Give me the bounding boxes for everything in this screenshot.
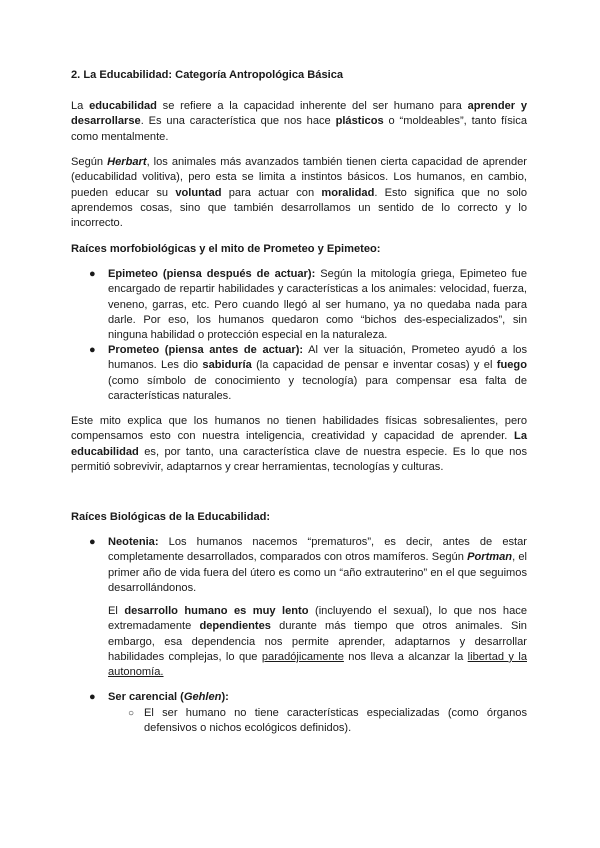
bold-term: plásticos — [335, 115, 384, 128]
paragraph-desarrollo — [108, 604, 527, 680]
text: El — [108, 605, 125, 617]
bold-term: educabilidad — [89, 100, 157, 112]
bold-term: moralidad — [321, 186, 375, 199]
bold-term: ): — [221, 691, 229, 703]
text: . Es una característica que nos hace — [140, 115, 336, 128]
bullet-icon: ● — [89, 268, 96, 280]
bullet-icon: ● — [89, 344, 96, 356]
text: para actuar con — [221, 186, 322, 199]
bold-term: Ser carencial ( — [108, 691, 184, 703]
text: , los animales más avanzados también tienen cierta capacidad de aprender (educabilidad volitiva), pero esta se limita a instintos básicos. Los humanos, en cambio, pueden educar su — [71, 156, 527, 199]
underlined-term: libertad y la autonomía. — [108, 650, 527, 679]
text: es, por tanto, una característica clave de nuestra especie. Es lo que nos permitió sobrevivir, adaptarnos y crear herramientas, tecnologías y culturas. — [71, 445, 527, 473]
text: . Esto significa que no solo aprendemos cosas, sino que también desarrollamos un sentido de lo correcto y lo incorrecto. — [71, 186, 527, 230]
underlined-term: paradójicamente — [261, 650, 344, 663]
text: Al ver la situación, Prometeo ayudó a los humanos. Les dio — [108, 344, 528, 372]
bullet-icon: ● — [89, 691, 96, 703]
text: durante más tiempo que otros animales. Sin embargo, esa dependencia nos permite aprender, adaptarnos y desarrollar habilidades complejas, lo que — [108, 620, 527, 663]
sub-bullet-icon: ○ — [128, 708, 135, 719]
bold-term: Prometeo (piensa antes de actuar): — [108, 344, 304, 356]
bold-term: aprender y desarrollarse — [71, 100, 528, 128]
bullet-icon: ● — [89, 536, 96, 548]
text: (como símbolo de conocimiento y tecnología) para compensar esa falta de características naturales. — [108, 374, 527, 402]
text: (la capacidad de pensar e inventar cosas) y el — [251, 359, 497, 372]
text: Este mito explica que los humanos no tienen habilidades físicas sobresalientes, pero compensamos esto con nuestra inteligencia, creatividad y capacidad de aprender. — [71, 415, 527, 443]
bold-term: fuego — [496, 359, 527, 372]
bold-term: desarrollo humano es muy lento — [124, 605, 309, 617]
text: nos lleva a alcanzar la — [343, 650, 468, 663]
section-heading-raices-biologicas: Raíces Biológicas de la Educabilidad: — [71, 511, 271, 523]
paragraph-definicion — [71, 99, 527, 145]
bold-italic-term: Herbart — [107, 156, 147, 168]
text: se refiere a la capacidad inherente del ser humano para — [156, 100, 468, 112]
section-heading-educabilidad: 2. La Educabilidad: Categoría Antropológica Básica — [71, 69, 344, 81]
text: Según la mitología griega, Epimeteo fue encargado de repartir habilidades y características a los animales: velocidad, fuerza, veneno, garras, etc. Pero cuando llegó al ser humano, ya no quedaba nada para darle. Por eso, los humanos quedaron como “bichos des-especializados”, sin ninguna habilidad o protección especial en la naturaleza. — [108, 268, 527, 342]
bold-term: dependientes — [199, 620, 271, 633]
list-item-epimeteo — [108, 267, 527, 343]
text: (incluyendo el sexual), lo que nos hace extremadamente — [108, 605, 527, 633]
text: La — [71, 100, 90, 112]
list-item-neotenia — [108, 535, 527, 596]
paragraph-herbart — [71, 155, 527, 231]
bold-italic-term: Gehlen — [183, 691, 222, 703]
sub-list-item-no-especializado: El ser humano no tiene características especializadas (como órganos defensivos o nichos ecológicos definidos). — [144, 707, 527, 735]
bold-term: Epimeteo (piensa después de actuar): — [108, 268, 316, 280]
bold-italic-term: Portman — [467, 551, 513, 564]
bold-term: La educabilidad — [71, 430, 527, 458]
text: , el primer año de vida fuera del útero es como un “año extrauterino” en el que seguimos desarrollándonos. — [108, 551, 527, 594]
list-item-ser-carencial — [108, 690, 527, 705]
text: Según — [71, 156, 108, 168]
bold-term: sabiduría — [202, 359, 252, 372]
section-heading-raices-morfobiologicas: Raíces morfobiológicas y el mito de Prometeo y Epimeteo: — [71, 243, 381, 255]
paragraph-mito — [71, 414, 527, 475]
bold-term: Neotenia: — [108, 536, 159, 548]
text: Los humanos nacemos “prematuros”, es decir, antes de estar completamente desarrollados, comparados con otros mamíferos. Según — [108, 536, 527, 564]
text: o “moldeables”, tanto física como mentalmente. — [71, 115, 527, 143]
list-item-prometeo — [108, 343, 527, 404]
bold-term: voluntad — [175, 186, 222, 199]
